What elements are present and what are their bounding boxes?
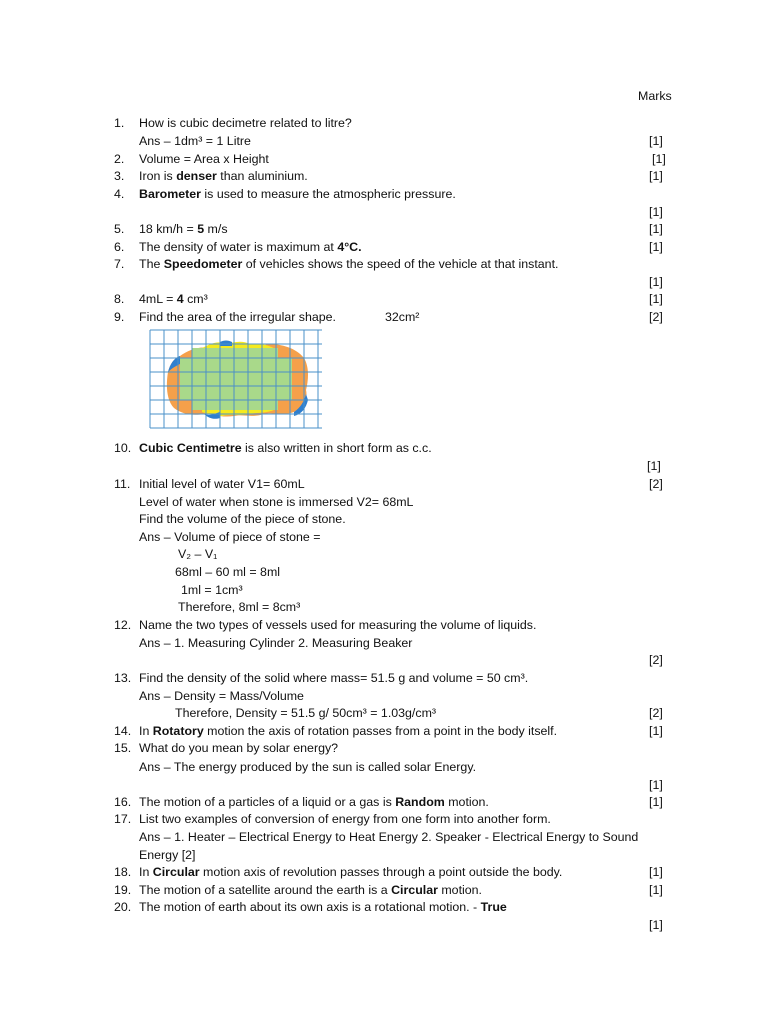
- q6-text: [139, 240, 362, 255]
- q4-text: [139, 187, 456, 202]
- q10-bold: Cubic Centimetre: [139, 441, 242, 455]
- q15-mark: [1]: [649, 778, 663, 792]
- q11-line8: Therefore, 8ml = 8cm³: [178, 600, 301, 614]
- q20-text: [139, 900, 507, 915]
- q5-number: 5.: [114, 222, 125, 236]
- q6-mark: [1]: [649, 240, 663, 254]
- q4-number: 4.: [114, 187, 125, 201]
- q8-number: 8.: [114, 292, 125, 306]
- q3-bold: denser: [176, 169, 217, 183]
- q13-answer: Ans – Density = Mass/Volume: [139, 689, 304, 703]
- q7-pre: The: [139, 257, 164, 271]
- shape-blue-top-mid: [220, 341, 232, 347]
- q14-bold: Rotatory: [152, 724, 204, 738]
- q15-number: 15.: [114, 741, 132, 755]
- q14-post: motion the axis of rotation passes from a point in the body itself.: [203, 724, 558, 738]
- q12-answer: Ans – 1. Measuring Cylinder 2. Measuring Beaker: [139, 636, 413, 650]
- q8-bold: 4: [176, 292, 184, 306]
- q9-mark: [2]: [649, 310, 663, 324]
- q11-line3: Find the volume of the piece of stone.: [139, 512, 346, 526]
- q15-answer: Ans – The energy produced by the sun is called solar Energy.: [139, 760, 477, 774]
- q7-number: 7.: [114, 257, 125, 271]
- q6-number: 6.: [114, 240, 125, 254]
- q18-bold: Circular: [152, 865, 200, 879]
- q11-number: 11.: [114, 477, 131, 491]
- q7-post: of vehicles shows the speed of the vehicle at that instant.: [242, 257, 559, 271]
- q11-line7: 1ml = 1cm³: [181, 583, 243, 597]
- shape-green-cells-2: [192, 348, 278, 358]
- q12-mark: [2]: [649, 653, 663, 667]
- q1-answer: Ans – 1dm³ = 1 Litre: [139, 134, 251, 148]
- q6-bold: 4°C.: [337, 240, 362, 254]
- q16-number: 16.: [114, 795, 132, 809]
- q1-number: 1.: [114, 116, 125, 130]
- q18-mark: [1]: [649, 865, 663, 879]
- q3-text: [139, 169, 308, 184]
- q16-bold: Random: [395, 795, 445, 809]
- irregular-shape-grid-figure: [148, 328, 324, 430]
- q18-text: [139, 865, 562, 880]
- q9-number: 9.: [114, 310, 125, 324]
- q19-post: motion.: [437, 883, 482, 897]
- q10-post: is also written in short form as c.c.: [241, 441, 432, 455]
- q11-line5: V₂ – V₁: [178, 547, 218, 561]
- q1-text: How is cubic decimetre related to litre?: [139, 116, 352, 130]
- q5-pre: 18 km/h =: [139, 222, 198, 236]
- q19-text: [139, 883, 482, 898]
- q14-mark: [1]: [649, 724, 663, 738]
- q7-text: [139, 257, 558, 272]
- q16-text: [139, 795, 489, 810]
- q10-text: [139, 441, 432, 456]
- q19-mark: [1]: [649, 883, 663, 897]
- q3-mark: [1]: [649, 169, 663, 183]
- q18-pre: In: [139, 865, 153, 879]
- q14-text: [139, 724, 557, 739]
- shape-green-cells-3: [192, 400, 278, 410]
- q4-mark: [1]: [649, 205, 663, 219]
- q3-number: 3.: [114, 169, 125, 183]
- q8-mark: [1]: [649, 292, 663, 306]
- q5-bold: 5: [197, 222, 205, 236]
- q14-number: 14.: [114, 724, 132, 738]
- q13-text: Find the density of the solid where mass= 51.5 g and volume = 50 cm³.: [139, 671, 529, 685]
- q5-text: [139, 222, 228, 237]
- q11-line2: Level of water when stone is immersed V2= 68mL: [139, 495, 414, 509]
- q8-text: [139, 292, 208, 307]
- q20-bold: True: [480, 900, 507, 914]
- q8-post: cm³: [183, 292, 208, 306]
- q4-bold: Barometer: [139, 187, 201, 201]
- q20-number: 20.: [114, 900, 132, 914]
- q19-bold: Circular: [391, 883, 438, 897]
- q11-line6: 68ml – 60 ml = 8ml: [175, 565, 281, 579]
- q10-mark: [1]: [647, 459, 661, 473]
- q16-mark: [1]: [649, 795, 663, 809]
- q12-number: 12.: [114, 618, 132, 632]
- q4-post: is used to measure the atmospheric pressure.: [200, 187, 456, 201]
- q2-mark: [1]: [652, 152, 666, 166]
- q5-mark: [1]: [649, 222, 663, 236]
- q13-number: 13.: [114, 671, 132, 685]
- q3-post: than aluminium.: [216, 169, 308, 183]
- q13-answer2: Therefore, Density = 51.5 g/ 50cm³ = 1.03g/cm³: [175, 706, 437, 720]
- q17-answer2: Energy [2]: [139, 848, 196, 862]
- q16-pre: The motion of a particles of a liquid or a gas is: [139, 795, 396, 809]
- q7-mark: [1]: [649, 275, 663, 289]
- q20-mark: [1]: [649, 918, 663, 932]
- q2-number: 2.: [114, 152, 125, 166]
- q3-pre: Iron is: [139, 169, 177, 183]
- q12-text: Name the two types of vessels used for measuring the volume of liquids.: [139, 618, 537, 632]
- q18-number: 18.: [114, 865, 132, 879]
- q9-text: Find the area of the irregular shape.: [139, 310, 336, 324]
- q19-pre: The motion of a satellite around the earth is a: [139, 883, 392, 897]
- q14-pre: In: [139, 724, 153, 738]
- q9-answer: 32cm²: [385, 310, 420, 324]
- q17-number: 17.: [114, 812, 132, 826]
- q11-line1: Initial level of water V1= 60mL: [139, 477, 305, 491]
- q19-number: 19.: [114, 883, 132, 897]
- q11-line4: Ans – Volume of piece of stone =: [139, 530, 321, 544]
- q1-mark: [1]: [649, 134, 663, 148]
- q7-bold: Speedometer: [163, 257, 243, 271]
- q17-answer: Ans – 1. Heater – Electrical Energy to Heat Energy 2. Speaker - Electrical Energy to Sound: [139, 830, 639, 844]
- q5-post: m/s: [204, 222, 228, 236]
- q17-text: List two examples of conversion of energy from one form into another form.: [139, 812, 551, 826]
- q20-pre: The motion of earth about its own axis is a rotational motion. -: [139, 900, 481, 914]
- q13-mark: [2]: [649, 706, 663, 720]
- marks-header: Marks: [638, 89, 672, 103]
- q11-mark: [2]: [649, 477, 663, 491]
- q6-pre: The density of water is maximum at: [139, 240, 338, 254]
- q18-post: motion axis of revolution passes through a point outside the body.: [199, 865, 563, 879]
- shape-green-cells: [180, 358, 292, 400]
- q10-number: 10.: [114, 441, 132, 455]
- q16-post: motion.: [444, 795, 489, 809]
- q8-pre: 4mL =: [139, 292, 177, 306]
- q2-text: Volume = Area x Height: [139, 152, 269, 166]
- q15-text: What do you mean by solar energy?: [139, 741, 339, 755]
